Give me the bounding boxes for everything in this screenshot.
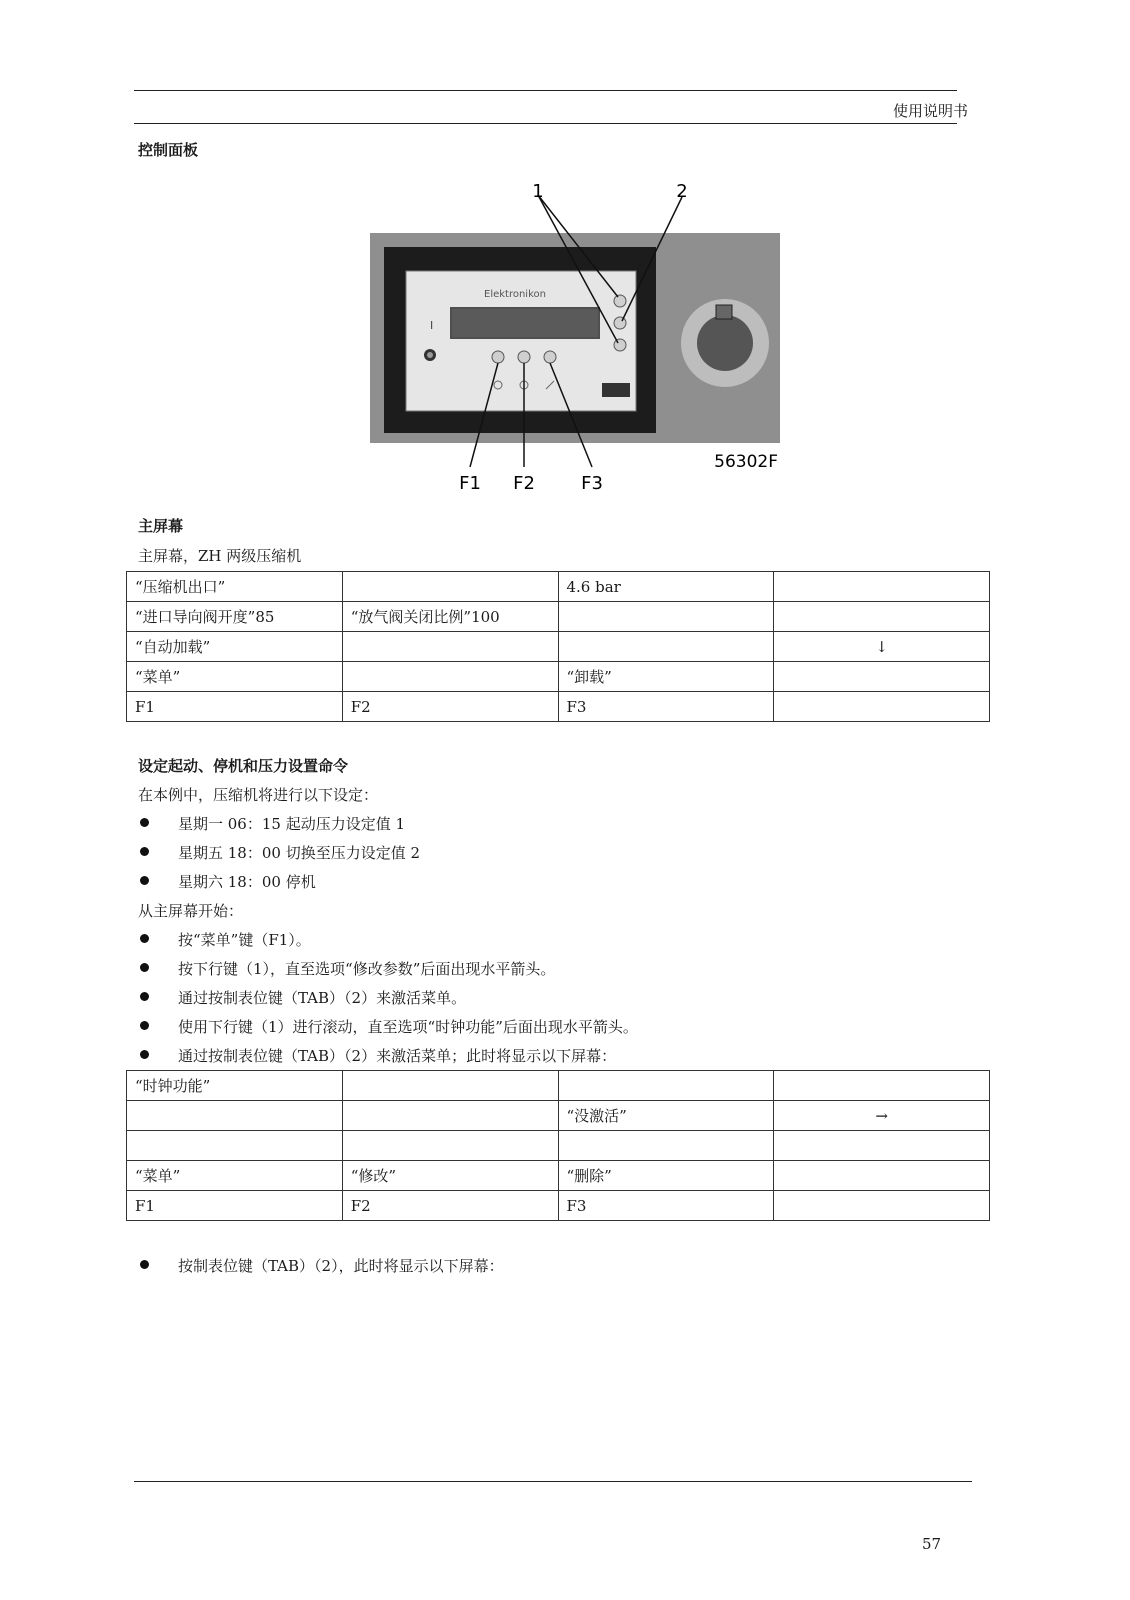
table-cell: “没激活” xyxy=(558,1101,774,1131)
bullet-icon xyxy=(140,934,149,943)
table-cell xyxy=(342,1071,558,1101)
brand-label: Elektronikon xyxy=(484,289,546,300)
table-row xyxy=(127,572,990,602)
bullet-icon xyxy=(140,992,149,1001)
table-cell: F3 xyxy=(558,692,774,722)
clock-function-table xyxy=(126,1070,990,1221)
main-screen-heading: 主屏幕 xyxy=(138,517,184,535)
schedule-intro: 在本例中，压缩机将进行以下设定： xyxy=(138,786,379,804)
figure-code: 56302F xyxy=(714,452,778,472)
table-cell xyxy=(342,572,558,602)
bullet-icon xyxy=(140,963,149,972)
bullet-icon xyxy=(140,818,149,827)
right-arrow-cell: → xyxy=(774,1101,990,1131)
table-row xyxy=(127,1161,990,1191)
header-rule-top xyxy=(134,90,957,91)
callout-f3: F3 xyxy=(581,473,603,494)
table-cell xyxy=(558,632,774,662)
page-number: 57 xyxy=(922,1535,942,1553)
table-cell: F1 xyxy=(127,692,343,722)
callout-f2: F2 xyxy=(513,473,535,494)
main-screen-table xyxy=(126,571,990,722)
table-cell: F2 xyxy=(342,1191,558,1221)
table-cell xyxy=(558,1071,774,1101)
table-cell: “修改” xyxy=(342,1161,558,1191)
table-cell xyxy=(774,1191,990,1221)
bullet-icon xyxy=(140,1260,149,1269)
table-cell: F2 xyxy=(342,692,558,722)
start-key-label: I xyxy=(430,319,434,332)
table-cell: “菜单” xyxy=(127,1161,343,1191)
table-cell xyxy=(342,1131,558,1161)
footer-rule xyxy=(134,1481,972,1482)
table-cell xyxy=(342,662,558,692)
table-cell: F1 xyxy=(127,1191,343,1221)
table-cell xyxy=(342,1101,558,1131)
table-row xyxy=(127,1191,990,1221)
table-cell xyxy=(774,572,990,602)
down-arrow-cell: ↓ xyxy=(774,632,990,662)
bullet-icon xyxy=(140,1050,149,1059)
bullet-icon xyxy=(140,1021,149,1030)
callout-2: 2 xyxy=(676,181,688,202)
table-cell xyxy=(774,1131,990,1161)
table-cell: “卸载” xyxy=(558,662,774,692)
table-cell: “压缩机出口” xyxy=(127,572,343,602)
control-panel-heading: 控制面板 xyxy=(138,141,199,159)
control-panel-figure xyxy=(370,175,800,515)
callout-1: 1 xyxy=(532,181,544,202)
table-cell xyxy=(774,1161,990,1191)
table-row xyxy=(127,602,990,632)
table-cell xyxy=(774,692,990,722)
table-row xyxy=(127,1071,990,1101)
bullet-icon xyxy=(140,876,149,885)
table-cell: F3 xyxy=(558,1191,774,1221)
table-cell: “菜单” xyxy=(127,662,343,692)
table-cell xyxy=(127,1131,343,1161)
table-cell: “放气阀关闭比例”100 xyxy=(342,602,558,632)
from-main-text: 从主屏幕开始： xyxy=(138,902,244,920)
table-cell xyxy=(558,602,774,632)
table-cell xyxy=(774,602,990,632)
manual-title: 使用说明书 xyxy=(892,102,968,120)
table-row xyxy=(127,662,990,692)
table-cell: “时钟功能” xyxy=(127,1071,343,1101)
schedule-heading: 设定起动、停机和压力设置命令 xyxy=(138,757,349,775)
table-cell xyxy=(774,1071,990,1101)
callout-f1: F1 xyxy=(459,473,481,494)
table-cell: “进口导向阀开度”85 xyxy=(127,602,343,632)
table-row xyxy=(127,1131,990,1161)
table-cell xyxy=(342,632,558,662)
table-cell: 4.6 bar xyxy=(558,572,774,602)
table-cell xyxy=(127,1101,343,1131)
table-cell: “删除” xyxy=(558,1161,774,1191)
header-rule-bottom xyxy=(134,123,957,124)
bullet-icon xyxy=(140,847,149,856)
table-cell xyxy=(774,662,990,692)
table-row xyxy=(127,1101,990,1131)
table-cell xyxy=(558,1131,774,1161)
main-screen-subtitle: 主屏幕，ZH 两级压缩机 xyxy=(138,547,302,565)
table-row xyxy=(127,632,990,662)
table-row xyxy=(127,692,990,722)
table-cell: “自动加载” xyxy=(127,632,343,662)
